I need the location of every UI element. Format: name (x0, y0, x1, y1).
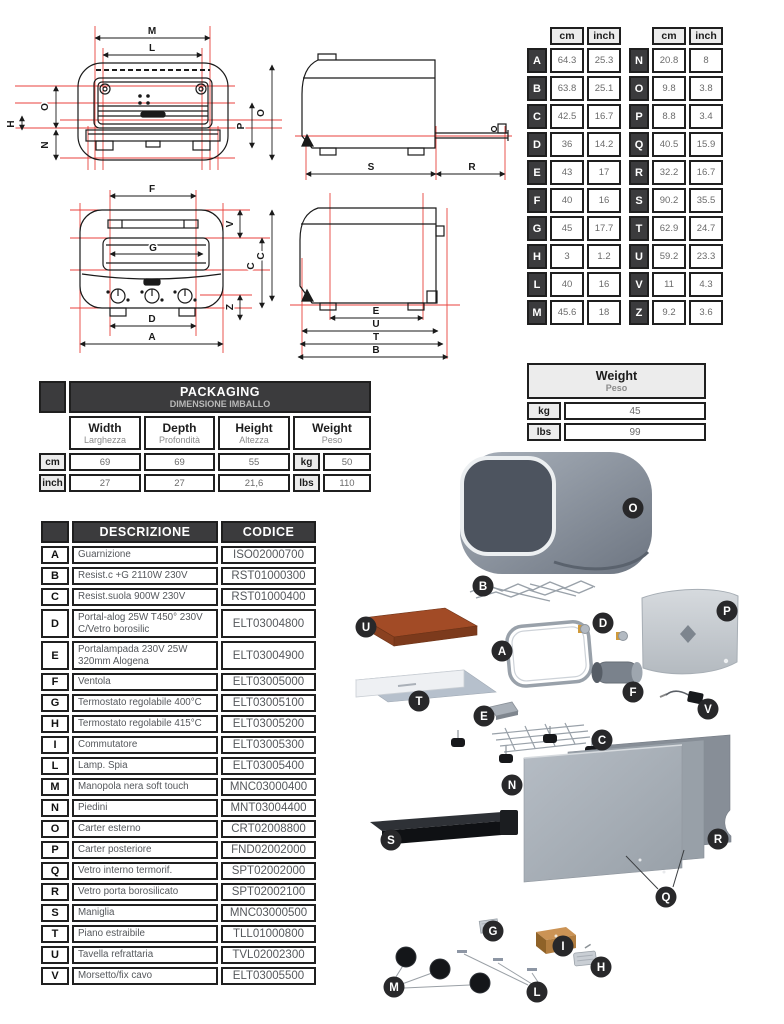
weight-column-header: Weight Peso (293, 416, 371, 450)
description-header: DESCRIZIONE (72, 521, 218, 543)
inch-header: inch (587, 27, 621, 45)
svg-text:L: L (533, 987, 541, 999)
dimension-inch-value: 35.5 (689, 188, 723, 213)
marker-b-badge (473, 576, 494, 597)
svg-text:P: P (723, 606, 731, 618)
svg-text:D: D (598, 618, 608, 630)
cm-row-label: cm (39, 453, 66, 471)
part-row (41, 641, 316, 670)
svg-text:C: C (597, 735, 607, 747)
dimension-cm-value: 9.8 (652, 76, 686, 101)
weight-subtitle: Peso (605, 383, 628, 393)
part-letter: P (41, 841, 69, 859)
dimension-row (629, 160, 723, 185)
part-letter: Q (41, 862, 69, 880)
part-row (41, 967, 316, 985)
dimension-inch-value: 3.4 (689, 104, 723, 129)
dimension-cm-value: 32.2 (652, 160, 686, 185)
part-bottom-heating-element (492, 723, 590, 752)
inch-header: inch (689, 27, 723, 45)
dim-label-n: N (40, 141, 51, 149)
dimension-inch-value: 16.7 (587, 104, 621, 129)
dimension-row (527, 104, 621, 129)
weight-table (524, 360, 709, 444)
height-inch: 21,6 (218, 474, 290, 492)
part-description: Carter esterno (72, 820, 218, 838)
dimension-letter: S (629, 188, 649, 213)
part-letter: D (41, 609, 69, 638)
dimension-inch-value: 25.3 (587, 48, 621, 73)
part-row (41, 694, 316, 712)
dimension-letter: B (527, 76, 547, 101)
dimension-cm-value: 90.2 (652, 188, 686, 213)
dimension-cm-value: 8.8 (652, 104, 686, 129)
part-letter: L (41, 757, 69, 775)
part-description: Manopola nera soft touch (72, 778, 218, 796)
dimension-row (527, 76, 621, 101)
dimensions-table (524, 24, 726, 328)
part-row (41, 778, 316, 796)
svg-text:E: E (480, 711, 488, 723)
part-letter: I (41, 736, 69, 754)
part-row (41, 841, 316, 859)
part-letter: M (41, 778, 69, 796)
svg-text:T: T (415, 696, 423, 708)
dimension-row (629, 216, 723, 241)
dim-label-f: F (148, 184, 156, 195)
svg-text:R: R (713, 834, 723, 846)
kg-label: kg (527, 402, 561, 420)
dimension-inch-value: 16 (587, 272, 621, 297)
dimension-cm-value: 9.2 (652, 300, 686, 325)
dimension-inch-value: 15.9 (689, 132, 723, 157)
part-letter: G (41, 694, 69, 712)
svg-text:A: A (497, 646, 507, 658)
svg-text:F: F (629, 687, 637, 699)
dimensions-table-right (626, 24, 726, 328)
dimension-cm-value: 36 (550, 132, 584, 157)
part-description: Vetro interno termorif. (72, 862, 218, 880)
part-code: ELT03004800 (221, 609, 316, 638)
dimension-inch-value: 16.7 (689, 160, 723, 185)
part-row (41, 925, 316, 943)
dim-label-d: D (148, 314, 156, 325)
part-cable-clamp (660, 691, 704, 705)
width-cm: 69 (69, 453, 141, 471)
svg-text:N: N (507, 780, 517, 792)
part-indicator-lamps (457, 950, 538, 985)
packaging-title: PACKAGING (180, 385, 260, 399)
dimension-row (527, 188, 621, 213)
dim-label-r: R (468, 162, 476, 173)
part-row (41, 946, 316, 964)
code-header: CODICE (221, 521, 316, 543)
front-view-drawing (70, 184, 270, 353)
part-row (41, 862, 316, 880)
dimension-row (527, 272, 621, 297)
part-letter: V (41, 967, 69, 985)
dimension-inch-value: 17 (587, 160, 621, 185)
marker-l-badge (527, 982, 548, 1003)
part-outer-casing (460, 452, 652, 574)
part-code: FND02002000 (221, 841, 316, 859)
marker-s-badge (381, 830, 402, 851)
svg-text:M: M (389, 982, 399, 994)
marker-m-badge (384, 977, 405, 998)
part-description: Piano estraibile (72, 925, 218, 943)
part-code: SPT02002000 (221, 862, 316, 880)
marker-a-badge (492, 641, 513, 662)
dimension-letter: O (629, 76, 649, 101)
cm-header: cm (652, 27, 686, 45)
side-view-bottom-drawing (256, 193, 460, 359)
weight-row-lbs (527, 423, 706, 441)
weight-row-kg (527, 402, 706, 420)
dim-label-s: S (367, 162, 375, 173)
dimension-letter: Z (629, 300, 649, 325)
dimension-inch-value: 8 (689, 48, 723, 73)
part-row (41, 904, 316, 922)
dim-label-z: Z (225, 303, 236, 311)
dim-label-m: M (147, 26, 157, 37)
width-inch: 27 (69, 474, 141, 492)
part-description: Commutatore (72, 736, 218, 754)
dimension-row (527, 244, 621, 269)
part-description: Lamp. Spia (72, 757, 218, 775)
parts-table (38, 518, 319, 988)
part-row (41, 546, 316, 564)
packaging-header (69, 381, 371, 413)
dimension-letter: L (527, 272, 547, 297)
dim-label-l: L (148, 43, 156, 54)
dimension-cm-value: 42.5 (550, 104, 584, 129)
part-row (41, 736, 316, 754)
marker-u-badge (356, 617, 377, 638)
dimension-row (629, 272, 723, 297)
dimension-cm-value: 62.9 (652, 216, 686, 241)
part-code: CRT02008800 (221, 820, 316, 838)
dimension-row (629, 188, 723, 213)
dim-label-u: U (372, 319, 380, 330)
part-row (41, 715, 316, 733)
part-description: Morsetto/fix cavo (72, 967, 218, 985)
weight-table-header (527, 363, 706, 399)
part-code: ISO02000700 (221, 546, 316, 564)
part-description: Portal-alog 25W T450° 230V C/Vetro borosilic (72, 609, 218, 638)
depth-inch: 27 (144, 474, 215, 492)
dimension-cm-value: 64.3 (550, 48, 584, 73)
dimension-cm-value: 63.8 (550, 76, 584, 101)
part-row (41, 757, 316, 775)
svg-text:U: U (361, 622, 371, 634)
height-cm: 55 (218, 453, 290, 471)
part-description: Carter posteriore (72, 841, 218, 859)
part-code: MNT03004400 (221, 799, 316, 817)
part-knobs (394, 947, 490, 993)
dimension-inch-value: 23.3 (689, 244, 723, 269)
part-glass-panels (524, 735, 731, 889)
part-letter: N (41, 799, 69, 817)
part-description: Portalampada 230V 25W 320mm Alogena (72, 641, 218, 670)
marker-n-badge (502, 775, 523, 796)
dimension-letter: T (629, 216, 649, 241)
dimension-cm-value: 20.8 (652, 48, 686, 73)
dimension-inch-value: 3.6 (689, 300, 723, 325)
marker-t-badge (409, 691, 430, 712)
part-code: ELT03005300 (221, 736, 316, 754)
dimension-inch-value: 3.8 (689, 76, 723, 101)
exploded-parts-diagram (340, 440, 784, 1024)
svg-text:V: V (704, 704, 712, 716)
part-letter: H (41, 715, 69, 733)
marker-o-badge (623, 498, 644, 519)
marker-f-badge (623, 682, 644, 703)
part-code: SPT02002100 (221, 883, 316, 901)
dimension-row (629, 76, 723, 101)
dimension-cm-value: 45 (550, 216, 584, 241)
part-code: TVL02002300 (221, 946, 316, 964)
weight-kg: 50 (323, 453, 371, 471)
part-letter: C (41, 588, 69, 606)
part-description: Resist.c +G 2110W 230V (72, 567, 218, 585)
dimension-letter: M (527, 300, 547, 325)
part-letter: B (41, 567, 69, 585)
dimension-row (629, 132, 723, 157)
part-code: ELT03005200 (221, 715, 316, 733)
dimension-letter: Q (629, 132, 649, 157)
dimension-letter: D (527, 132, 547, 157)
part-row (41, 588, 316, 606)
svg-text:G: G (488, 926, 498, 938)
packaging-row-inch (39, 474, 371, 492)
packaging-subtitle: DIMENSIONE IMBALLO (169, 399, 271, 409)
dimension-inch-value: 25.1 (587, 76, 621, 101)
part-code: RST01000300 (221, 567, 316, 585)
marker-i-badge (553, 936, 574, 957)
part-description: Piedini (72, 799, 218, 817)
kg-value: 45 (564, 402, 706, 420)
width-column-header: Width Larghezza (69, 416, 141, 450)
part-description: Guarnizione (72, 546, 218, 564)
part-letter: U (41, 946, 69, 964)
dim-label-v: V (225, 220, 236, 228)
part-code: ELT03004900 (221, 641, 316, 670)
part-letter: R (41, 883, 69, 901)
inch-row-label: inch (39, 474, 66, 492)
packaging-row-cm (39, 453, 371, 471)
dimension-row (629, 300, 723, 325)
part-code: ELT03005400 (221, 757, 316, 775)
part-row (41, 820, 316, 838)
marker-c-badge (592, 730, 613, 751)
weight-title: Weight (595, 369, 638, 383)
part-description: Resist.suola 900W 230V (72, 588, 218, 606)
part-code: ELT03005500 (221, 967, 316, 985)
dim-label-c-side: C (256, 252, 267, 260)
depth-cm: 69 (144, 453, 215, 471)
dimension-letter: N (629, 48, 649, 73)
part-row (41, 609, 316, 638)
dim-label-e: E (372, 306, 380, 317)
marker-v-badge (698, 699, 719, 720)
dimension-letter: A (527, 48, 547, 73)
dim-label-o-right: O (256, 109, 267, 117)
part-code: ELT03005000 (221, 673, 316, 691)
dimension-row (629, 244, 723, 269)
part-letter: S (41, 904, 69, 922)
dim-label-a: A (148, 332, 156, 343)
dimension-cm-value: 40 (550, 272, 584, 297)
dimension-cm-value: 43 (550, 160, 584, 185)
depth-column-header: Depth Profondità (144, 416, 215, 450)
part-letter: A (41, 546, 69, 564)
marker-g-badge (483, 921, 504, 942)
part-description: Ventola (72, 673, 218, 691)
part-description: Termostato regolabile 415°C (72, 715, 218, 733)
dimension-inch-value: 16 (587, 188, 621, 213)
weight-lbs: 110 (323, 474, 371, 492)
svg-text:B: B (478, 581, 488, 593)
part-code: MNC03000400 (221, 778, 316, 796)
marker-p-badge (717, 601, 738, 622)
marker-q-badge (656, 887, 677, 908)
parts-corner (41, 521, 69, 543)
part-letter: O (41, 820, 69, 838)
svg-text:I: I (561, 941, 565, 953)
dimension-letter: F (527, 188, 547, 213)
part-description: Maniglia (72, 904, 218, 922)
dimension-row (527, 132, 621, 157)
part-row (41, 883, 316, 901)
part-code: MNC03000500 (221, 904, 316, 922)
svg-text:Q: Q (661, 892, 671, 904)
part-description: Termostato regolabile 400°C (72, 694, 218, 712)
part-letter: T (41, 925, 69, 943)
dim-label-o-left: O (40, 103, 51, 111)
part-letter: F (41, 673, 69, 691)
kg-label: kg (293, 453, 320, 471)
part-row (41, 567, 316, 585)
dimension-letter: U (629, 244, 649, 269)
packaging-corner (39, 381, 66, 413)
dimension-row (527, 216, 621, 241)
marker-d-badge (593, 613, 614, 634)
dimension-row (527, 48, 621, 73)
svg-text:H: H (596, 962, 606, 974)
dimension-cm-value: 40.5 (652, 132, 686, 157)
part-row (41, 799, 316, 817)
dimension-inch-value: 4.3 (689, 272, 723, 297)
svg-text:S: S (387, 835, 395, 847)
packaging-table (36, 378, 374, 495)
part-row (41, 673, 316, 691)
lbs-label: lbs (527, 423, 561, 441)
side-view-top-drawing (295, 54, 512, 180)
part-letter: E (41, 641, 69, 670)
part-code: TLL01000800 (221, 925, 316, 943)
dimension-row (527, 160, 621, 185)
dimension-letter: R (629, 160, 649, 185)
height-column-header: Height Altezza (218, 416, 290, 450)
part-fan-motor (592, 662, 643, 683)
part-description: Vetro porta borosilicato (72, 883, 218, 901)
dimension-row (629, 48, 723, 73)
dimension-cm-value: 3 (550, 244, 584, 269)
dimension-cm-value: 40 (550, 188, 584, 213)
dim-label-t: T (372, 332, 380, 343)
dimension-inch-value: 14.2 (587, 132, 621, 157)
dimension-letter: C (527, 104, 547, 129)
top-view-drawing (6, 26, 282, 170)
dimension-cm-value: 59.2 (652, 244, 686, 269)
dimension-letter: P (629, 104, 649, 129)
dimension-inch-value: 24.7 (689, 216, 723, 241)
lbs-label: lbs (293, 474, 320, 492)
dim-label-h: H (6, 120, 17, 128)
part-code: ELT03005100 (221, 694, 316, 712)
dimension-cm-value: 11 (652, 272, 686, 297)
dimension-row (527, 300, 621, 325)
lbs-value: 99 (564, 423, 706, 441)
dimensions-table-left (524, 24, 624, 328)
dimension-letter: G (527, 216, 547, 241)
cm-header: cm (550, 27, 584, 45)
dimension-letter: E (527, 160, 547, 185)
dimension-letter: V (629, 272, 649, 297)
dimension-cm-value: 45.6 (550, 300, 584, 325)
dimension-letter: H (527, 244, 547, 269)
marker-e-badge (474, 706, 495, 727)
dimension-row (629, 104, 723, 129)
dim-label-b: B (372, 345, 380, 356)
technical-drawings (0, 8, 520, 360)
dimension-inch-value: 18 (587, 300, 621, 325)
part-refractory-brick (362, 608, 477, 646)
dim-label-p: P (236, 122, 247, 130)
dim-label-c-front: C (246, 262, 257, 270)
part-description: Tavella refrattaria (72, 946, 218, 964)
part-code: RST01000400 (221, 588, 316, 606)
marker-r-badge (708, 829, 729, 850)
dimension-inch-value: 1.2 (587, 244, 621, 269)
dim-label-g: G (149, 243, 157, 254)
svg-text:O: O (628, 503, 638, 515)
marker-h-badge (591, 957, 612, 978)
dimension-inch-value: 17.7 (587, 216, 621, 241)
